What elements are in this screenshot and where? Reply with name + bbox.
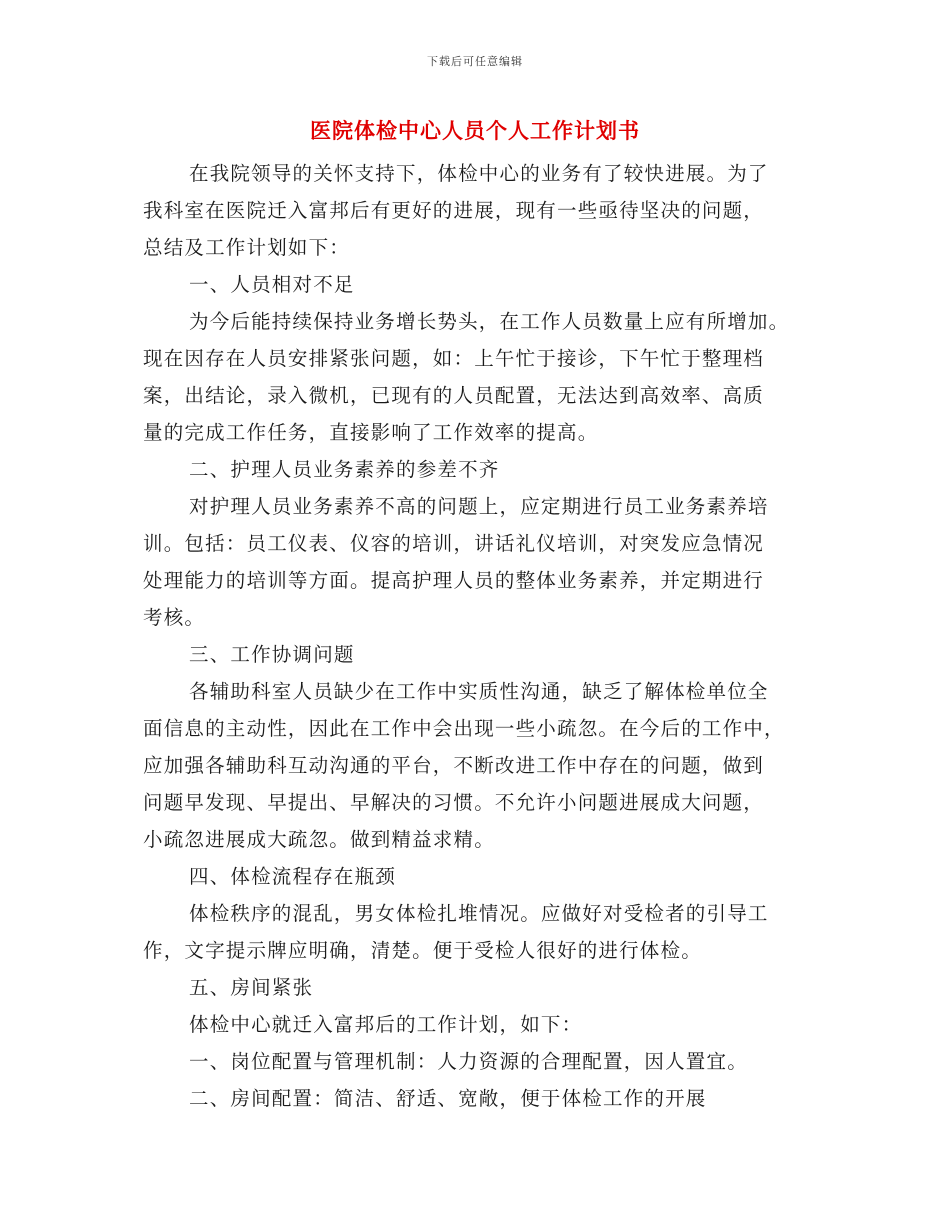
section-heading: 一、人员相对不足 [189, 273, 355, 296]
body-line: 量的完成工作任务，直接影响了工作效率的提高。 [143, 421, 599, 444]
body-line: 作，文字提示牌应明确，清楚。便于受检人很好的进行体检。 [143, 939, 702, 962]
body-line: 各辅助科室人员缺少在工作中实质性沟通，缺乏了解体检单位全 [189, 680, 769, 703]
body-line: 现在因存在人员安排紧张问题，如：上午忙于接诊，下午忙于整理档 [143, 347, 765, 370]
body-line: 案，出结论，录入微机，已现有的人员配置，无法达到高效率、高质 [143, 384, 765, 407]
section-heading: 五、房间紧张 [189, 976, 314, 999]
body-line: 训。包括：员工仪表、仪容的培训，讲话礼仪培训，对突发应急情况 [143, 532, 765, 555]
plan-item: 二、房间配置：简洁、舒适、宽敞，便于体检工作的开展 [189, 1087, 707, 1110]
body-line: 我科室在医院迁入富邦后有更好的进展，现有一些亟待坚决的问题， [143, 199, 765, 222]
body-line: 在我院领导的关怀支持下，体检中心的业务有了较快进展。为了 [189, 162, 769, 185]
body-line: 处理能力的培训等方面。提高护理人员的整体业务素养，并定期进行 [143, 569, 765, 592]
document-body [143, 155, 811, 1117]
plan-item: 一、岗位配置与管理机制：人力资源的合理配置，因人置宜。 [189, 1050, 748, 1073]
section-heading: 四、体检流程存在瓶颈 [189, 865, 397, 888]
page-header-note: 下载后可任意编辑 [427, 55, 523, 68]
body-line: 总结及工作计划如下： [143, 236, 351, 259]
body-line: 体检秩序的混乱，男女体检扎堆情况。应做好对受检者的引导工 [189, 902, 769, 925]
body-line: 小疏忽进展成大疏忽。做到精益求精。 [143, 828, 495, 851]
document-title: 医院体检中心人员个人工作计划书 [310, 118, 640, 143]
body-line: 为今后能持续保持业务增长势头，在工作人员数量上应有所增加。 [189, 310, 790, 333]
section-heading: 二、护理人员业务素养的参差不齐 [189, 458, 500, 481]
body-line: 对护理人员业务素养不高的问题上，应定期进行员工业务素养培 [189, 495, 769, 518]
section-heading: 三、工作协调问题 [189, 643, 355, 666]
body-line: 面信息的主动性，因此在工作中会出现一些小疏忽。在今后的工作中， [143, 717, 785, 740]
body-line: 应加强各辅助科互动沟通的平台，不断改进工作中存在的问题，做到 [143, 754, 765, 777]
body-line: 体检中心就迁入富邦后的工作计划，如下： [189, 1013, 583, 1036]
body-line: 考核。 [143, 606, 206, 629]
body-line: 问题早发现、早提出、早解决的习惯。不允许小问题进展成大问题， [143, 791, 765, 814]
